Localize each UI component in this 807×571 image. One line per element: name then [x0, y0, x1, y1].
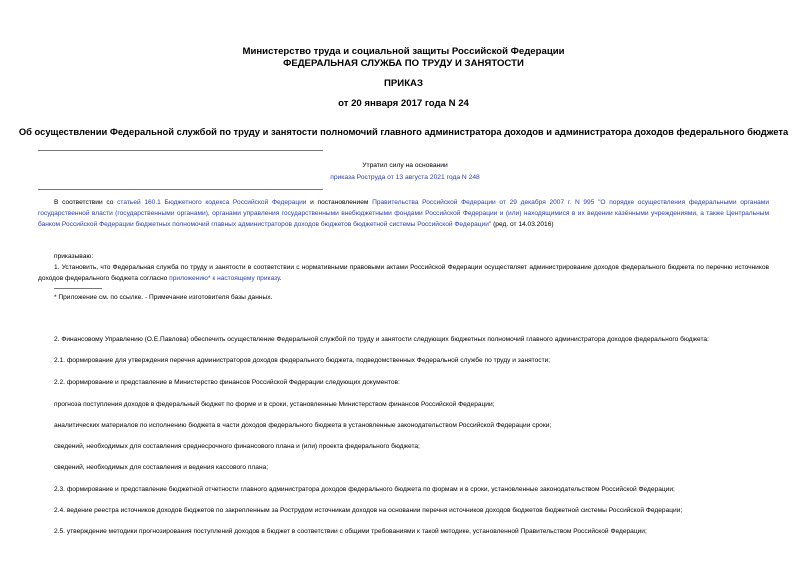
service-name: ФЕДЕРАЛЬНАЯ СЛУЖБА ПО ТРУДУ И ЗАНЯТОСТИ	[283, 58, 524, 69]
item-2-2-a: прогноза поступления доходов в федеральный бюджет по форме и в сроки, установленные Министерством финансов Российской Федерации;	[54, 401, 495, 408]
divider-bottom	[38, 189, 323, 190]
item-2-2-c: сведений, необходимых для составления среднесрочного финансового плана и (или) проекта федерального бюджета;	[54, 443, 420, 450]
item-1-end: .	[279, 275, 282, 283]
item-2-2-d: сведений, необходимых для составления и ведения кассового плана;	[54, 464, 269, 471]
divider-top	[38, 150, 323, 151]
item-2-1: 2.1. формирование для утверждения перечня администраторов доходов федерального бюджета, подведомственных Федеральной службе по труду и занятости;	[54, 357, 551, 364]
repeal-order-link[interactable]: приказа Роструда от 13 августа 2021 года N 248	[330, 174, 480, 181]
preamble-text-3: (ред. от 14.03.2016)	[491, 221, 554, 229]
item-1-paragraph	[38, 262, 769, 284]
government-decree-link[interactable]: Правительства Российской Федерации от 29 декабря 2007 г. N 995 "О порядке осуществления федеральными органами государственной власти (государственными органами), органами управления государственными внебюджетными фондами Российской Федерации и (или) находящимися в их ведении казёнными учреждениями, а также Центральным банком Российской Федерации бюджетных полномочий главных администраторов доходов бюджетов бюджетной системы Российской Федерации"	[38, 199, 770, 229]
order-word: приказываю:	[54, 253, 94, 260]
item-2: 2. Финансовому Управлению (О.Е.Павлова) обеспечить осуществление Федеральной службой по труду и занятости следующих бюджетных полномочий главного администратора доходов федерального бюджета:	[54, 336, 709, 343]
preamble-text-2: и постановлением	[306, 199, 373, 206]
document-type: ПРИКАЗ	[384, 78, 423, 89]
item-1-text: 1. Установить, что Федеральная служба по труду и занятости в соответствии с нормативными правовыми актами Российской Федерации осуществляет администрирование доходов федерального бюджета по перечню источников доходов федерального бюджета согласно	[38, 264, 769, 283]
footnote-divider	[54, 288, 102, 289]
document-title: Об осуществлении Федеральной службой по труду и занятости полномочий главного администратора доходов и администратора доходов федерального бюджета	[18, 126, 789, 137]
preamble-text-1: В соответствии со	[54, 199, 118, 206]
item-2-5: 2.5. утверждение методики прогнозирования поступлений доходов в бюджет в соответствии с общими требованиями к такой методике, установленной Правительством Российской Федерации;	[54, 528, 647, 535]
footnote: * Приложение см. по ссылке. - Примечание изготовителя базы данных.	[54, 294, 273, 301]
preamble-paragraph	[38, 197, 769, 231]
document-date-number: от 20 января 2017 года N 24	[338, 98, 469, 109]
item-2-2-b: аналитических материалов по исполнению бюджета в части доходов федерального бюджета в установленные законодательством Российской Федерации сроки;	[54, 422, 552, 429]
appendix-link[interactable]: приложению* к настоящему приказу	[169, 275, 280, 283]
ministry-name: Министерство труда и социальной защиты Российской Федерации	[242, 46, 565, 57]
item-2-3: 2.3. формирование и представление бюджетной отчетности главного администратора доходов федерального бюджета по формам и в сроки, установленные законодательством Российской Федерации;	[54, 486, 675, 493]
status-line: Утратил силу на основании	[362, 162, 448, 169]
budget-code-link[interactable]: статьей 160.1 Бюджетного кодекса Российской Федерации	[117, 199, 307, 206]
item-2-2: 2.2. формирование и представление в Министерство финансов Российской Федерации следующих документов:	[54, 379, 400, 386]
item-2-4: 2.4. ведение реестра источников доходов бюджетов по закрепленным за Рострудом источникам доходов на основании перечня источников доходов бюджетов бюджетной системы Российской Федерации;	[54, 507, 683, 514]
